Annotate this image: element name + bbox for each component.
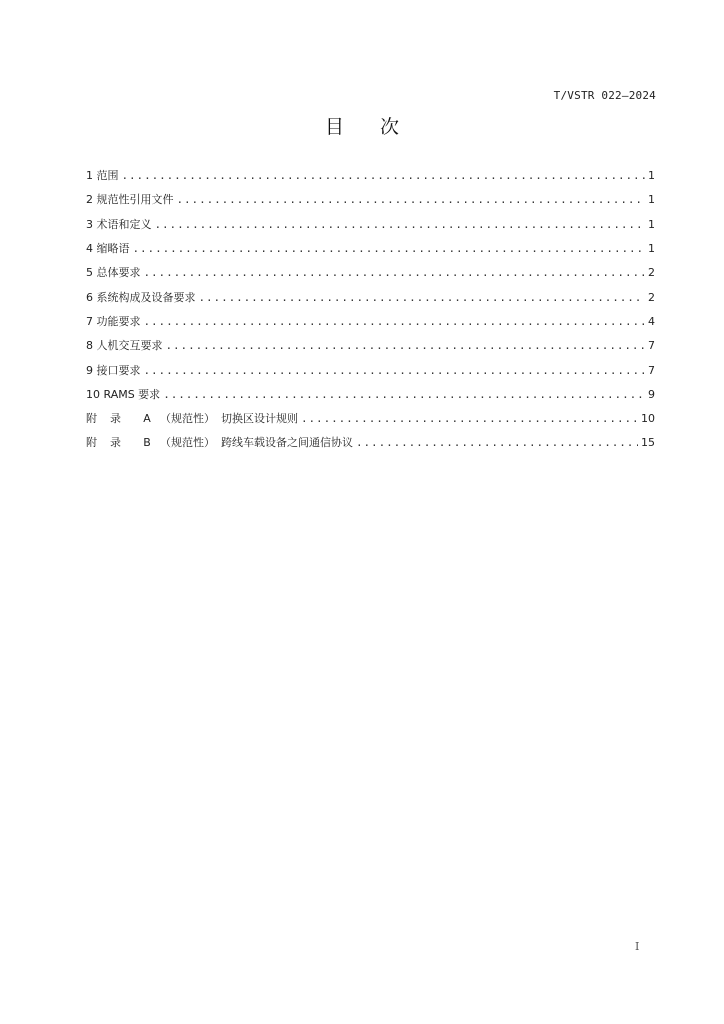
toc-entry-rams-requirements[interactable] [86,383,655,407]
appendix-letter: B [143,436,151,450]
toc-entry-label: 10 RAMS 要求 [86,387,161,401]
appendix-title: 跨线车载设备之间通信协议 [221,436,353,450]
toc-entry-page: 7 [648,339,655,353]
appendix-type: （规范性） [160,436,215,450]
toc-entry-label: 9 接口要求 [86,363,141,377]
toc-entry-page: 2 [648,266,655,280]
toc-entry-page: 7 [648,363,655,377]
toc-entry-appendix-a[interactable] [86,407,655,431]
dot-leader [133,242,646,256]
toc-entry-scope[interactable] [86,164,655,188]
dot-leader [144,315,646,329]
toc-entry-page: 1 [648,242,655,256]
document-id: T/VSTR 022—2024 [553,89,656,102]
table-of-contents [86,164,655,456]
toc-entry-page: 9 [648,387,655,401]
appendix-label [86,412,301,426]
toc-entry-normative-references[interactable] [86,188,655,212]
dot-leader [163,388,645,402]
appendix-prefix-2: 录 [110,412,121,426]
toc-entry-label: 7 功能要求 [86,314,141,328]
dot-leader [155,218,646,232]
appendix-prefix-1: 附 [86,436,97,450]
dot-leader [144,266,646,280]
toc-entry-hmi-requirements[interactable] [86,334,655,358]
appendix-letter: A [143,412,151,426]
toc-entry-page: 1 [648,169,655,183]
appendix-label [86,436,356,450]
dot-leader [166,339,646,353]
appendix-title: 切换区设计规则 [221,412,298,426]
toc-entry-appendix-b[interactable] [86,431,655,455]
toc-entry-interface-requirements[interactable] [86,358,655,382]
toc-entry-label: 3 术语和定义 [86,217,152,231]
toc-entry-page: 4 [648,314,655,328]
dot-leader [144,364,646,378]
toc-entry-page: 1 [648,193,655,207]
appendix-prefix-2: 录 [110,436,121,450]
dot-leader [122,169,646,183]
appendix-prefix-1: 附 [86,412,97,426]
toc-entry-label: 4 缩略语 [86,242,130,256]
dot-leader [199,291,646,305]
toc-entry-page: 1 [648,217,655,231]
toc-entry-page: 15 [641,436,655,450]
page-number: I [635,940,640,953]
toc-entry-label: 8 人机交互要求 [86,339,163,353]
toc-entry-label: 1 范围 [86,169,119,183]
appendix-type: （规范性） [160,412,215,426]
toc-title-char-2: 次 [380,116,400,138]
toc-entry-page: 10 [641,412,655,426]
toc-entry-functional-requirements[interactable] [86,310,655,334]
toc-entry-system-equipment[interactable] [86,285,655,309]
toc-entry-terms-definitions[interactable] [86,213,655,237]
toc-entry-label: 5 总体要求 [86,266,141,280]
dot-leader [177,193,646,207]
toc-entry-label: 2 规范性引用文件 [86,193,174,207]
dot-leader [301,412,638,426]
toc-entry-abbreviations[interactable] [86,237,655,261]
toc-title [0,112,724,139]
toc-title-char-1: 目 [324,116,344,138]
toc-entry-page: 2 [648,290,655,304]
toc-entry-general-requirements[interactable] [86,261,655,285]
dot-leader [356,436,638,450]
toc-entry-label: 6 系统构成及设备要求 [86,290,196,304]
